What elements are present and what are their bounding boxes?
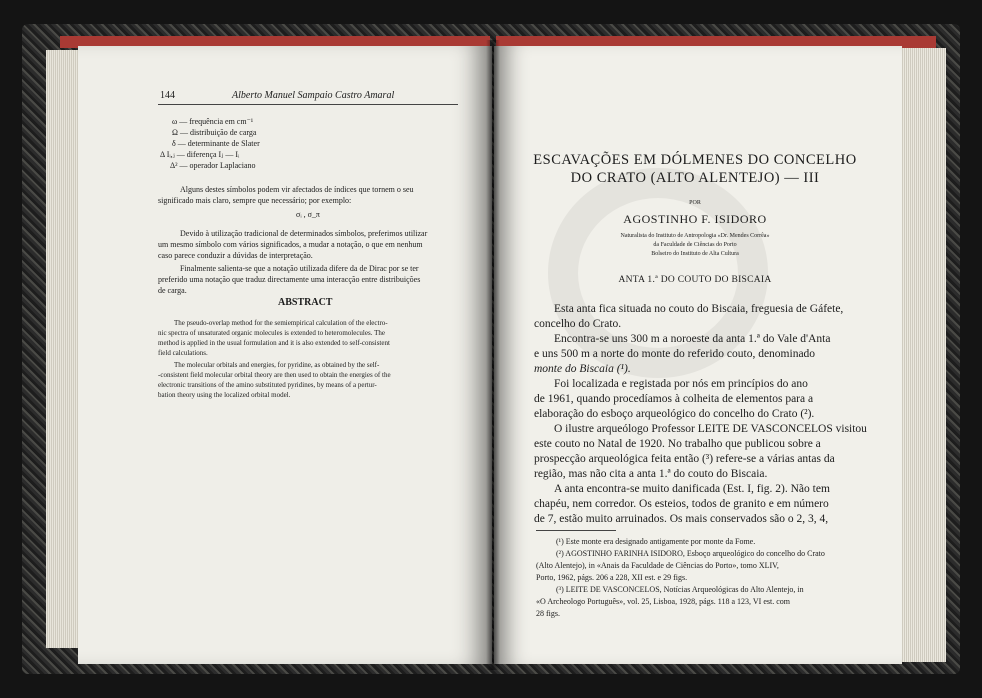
footnote-line: (³) LEITE DE VASCONCELOS, Notícias Arqueológicas do Alto Alentejo, in: [556, 585, 804, 594]
article-title-line1: ESCAVAÇÕES EM DÓLMENES DO CONCELHO: [533, 152, 857, 168]
paragraph-line: Alguns destes símbolos podem vir afectados de índices que tornem o seu: [180, 185, 414, 194]
body-line: A anta encontra-se muito danificada (Est. I, fig. 2). Não tem: [554, 483, 830, 495]
symbol-line: Δ Iᵢ,ⱼ — diferença Iⱼ — Iᵢ: [160, 150, 240, 159]
body-line: e uns 500 m a norte do monte do referido couto, denominado: [534, 348, 816, 360]
abstract-line: field calculations.: [158, 349, 208, 357]
by-label: POR: [689, 200, 701, 206]
running-head: Alberto Manuel Sampaio Castro Amaral: [232, 90, 395, 101]
abstract-heading: ABSTRACT: [278, 297, 333, 308]
body-line: de 7, estão muito arruinados. Os mais conservados são o 2, 3, 4,: [534, 513, 829, 525]
body-line: de 1961, quando procedíamos à colheita de elementos para a: [534, 393, 814, 405]
abstract-line: electronic transitions of the amino substituted pyridines, by means of a pertur-: [158, 381, 377, 389]
body-line: região, mas não cita a anta 1.ª do couto do Biscaia.: [534, 468, 768, 480]
abstract-line: method is applied in the usual formulation and it is also extended to self-consistent: [158, 339, 390, 347]
paragraph-line: preferido uma notação que traduz directamente uma interacção entre distribuições: [158, 275, 421, 284]
paragraph-line: caso parece conduzir a dúvidas de interpretação.: [158, 251, 313, 260]
affiliation-line: Naturalista do Instituto de Antropologia «Dr. Mendes Corrêa»: [620, 233, 770, 239]
body-line: Foi localizada e registada por nós em princípios do ano: [554, 378, 808, 390]
body-line: monte do Biscaia (¹).: [534, 363, 631, 375]
symbol-line: δ — determinante de Slater: [172, 139, 260, 148]
body-line: elaboração do esboço arqueológico do concelho do Crato (²).: [534, 408, 815, 420]
footnote-line: 28 figs.: [536, 609, 560, 618]
author-name: AGOSTINHO F. ISIDORO: [623, 212, 767, 226]
footnote-line: (Alto Alentejo), in «Anais da Faculdade de Ciências do Porto», tomo XLIV,: [536, 561, 779, 570]
paragraph-line: um mesmo símbolo com vários significados, a mudar a notação, o que em nenhum: [158, 240, 423, 249]
body-line: Encontra-se uns 300 m a noroeste da anta 1.ª do Vale d'Anta: [554, 333, 831, 345]
article-title-line2: DO CRATO (ALTO ALENTEJO) — III: [570, 170, 820, 186]
abstract-line: nic spectra of unsaturated organic molecules is extended to heteromolecules. The: [158, 329, 385, 337]
symbol-line: ω — frequência em cm⁻¹: [172, 117, 254, 126]
footnote-line: (¹) Este monte era designado antigamente por monte da Fome.: [556, 537, 756, 546]
paragraph-line: Devido à utilização tradicional de determinados símbolos, preferimos utilizar: [180, 229, 428, 238]
example-notation: σᵢ , σ_π: [296, 210, 320, 219]
footnote-rule: [536, 530, 616, 531]
body-line: O ilustre arqueólogo Professor LEITE DE VASCONCELOS visitou: [554, 423, 867, 435]
affiliation-line: da Faculdade de Ciências do Porto: [653, 242, 737, 248]
abstract-line: bation theory using the localized orbital model.: [158, 391, 291, 399]
abstract-line: The molecular orbitals and energies, for pyridine, as obtained by the self-: [174, 361, 380, 369]
left-page: [78, 46, 492, 664]
footnote-line: «O Archeologo Português», vol. 25, Lisboa, 1928, págs. 118 a 123, VI est. com: [536, 597, 790, 606]
symbol-line: Δ² — operador Laplaciano: [170, 161, 256, 170]
footnote-line: (²) AGOSTINHO FARINHA ISIDORO, Esboço arqueológico do concelho do Crato: [556, 549, 825, 558]
abstract-line: -consistent field molecular orbital theory are then used to obtain the energies of the: [158, 371, 391, 379]
page-number: 144: [160, 90, 175, 101]
paragraph-line: de carga.: [158, 286, 187, 295]
paragraph-line: Finalmente salienta-se que a notação utilizada difere da de Dirac por se ter: [180, 264, 419, 273]
abstract-line: The pseudo-overlap method for the semiempirical calculation of the electro-: [174, 319, 388, 327]
page-stack-left: [46, 50, 80, 648]
running-head-rule: [158, 104, 458, 105]
body-line: chapéu, nem corredor. Os esteios, todos de granito e em número: [534, 498, 829, 510]
section-heading: ANTA 1.ª DO COUTO DO BISCAIA: [618, 275, 772, 285]
symbol-line: Ω — distribuição de carga: [172, 128, 257, 137]
body-line: este couto no Natal de 1920. No trabalho que publicou sobre a: [534, 438, 821, 450]
page-stack-right: [902, 48, 946, 662]
book-gutter: [486, 40, 500, 670]
body-line: concelho do Crato.: [534, 318, 622, 330]
body-line: Esta anta fica situada no couto do Biscaia, freguesia de Gáfete,: [554, 303, 844, 315]
paragraph-line: significado mais claro, sempre que necessário; por exemplo:: [158, 196, 352, 205]
footnote-line: Porto, 1962, págs. 206 a 228, XII est. e 29 figs.: [536, 573, 688, 582]
body-line: prospecção arqueológica feita então (³) refere-se a várias antas da: [534, 453, 835, 465]
affiliation-line: Bolseiro do Instituto de Alta Cultura: [651, 251, 739, 257]
